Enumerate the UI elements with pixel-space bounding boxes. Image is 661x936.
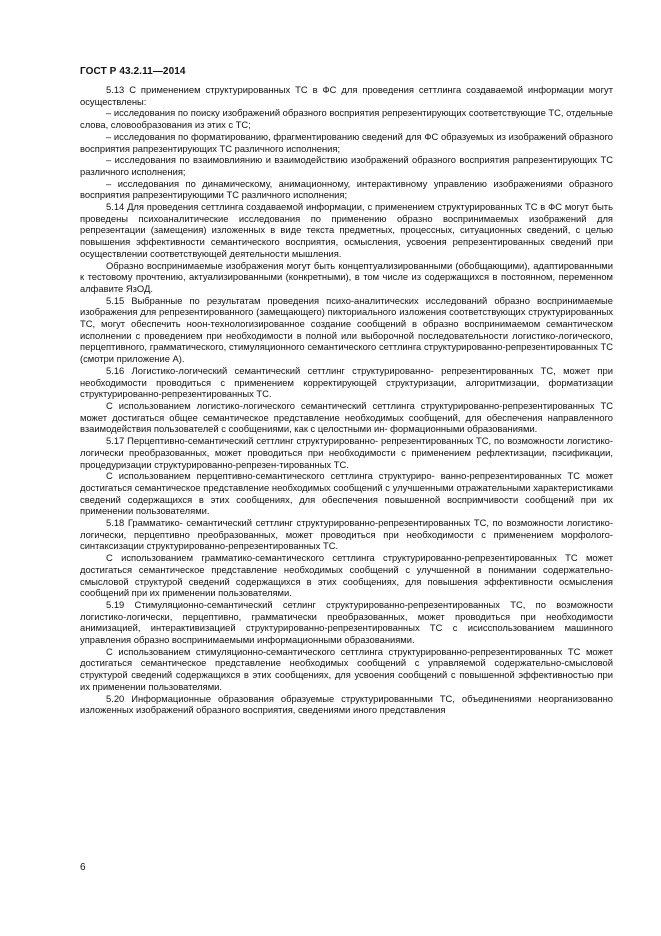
paragraph-5-14: 5.14 Для проведения сеттлинга создаваемой информации, с применением структурированных ТС в ФС могут быть проведены психоаналитические исследования по применению образно воспринимаемых изображений для репрезентации (замещения) изложенных в виде текста предметных, процессных, ситуационных сведений, с целью повышения эффективности семантического восприятия, осмысления, усвоения репрезентированных сведений при осуществлении соответствующей деятельности мышления. [80, 201, 613, 259]
paragraph-images: Образно воспринимаемые изображения могут быть концептуализированными (обобщающими), адаптированными к тестовому прочтению, актуализированными (конкретными), в том числе из содержащихся в постоянном, переменном алфавите ЯзОД. [80, 259, 613, 294]
page-number: 6 [80, 862, 86, 873]
paragraph-5-17: 5.17 Перцептивно-семантический сеттлинг структурированно- репрезентированных ТС, по возможности логистико-логически преобразованных, может проводиться при необходимости с применением рефлектизации, пэсификации, процедуризации структурированно-репрезен-тированных ТС. [80, 435, 613, 470]
paragraph-5-13: 5.13 С применением структурированных ТС в ФС для проведения сеттлинга создаваемой информации могут осуществлены: [80, 84, 613, 107]
paragraph-5-18: 5.18 Грамматико- семантический сеттлинг структурированно-репрезентированных ТС, по возможности логистико-логически, перцептивно преобразованных, может проводиться при необходимости с применением морфолого-синтаксизации структурированно-репрезентированных ТС. [80, 517, 613, 552]
document-header-code: ГОСТ Р 43.2.11—2014 [80, 66, 186, 77]
paragraph-5-15: 5.15 Выбранные по результатам проведения психо-аналитических исследований образно воспринимаемые изображения для репрезентированного (замещающего) пикториального изложения соответствующих структурированных ТС, могут обеспечить ноон-технологизированное создание сообщений в образно воспринимаемом семантическом исполнении с проведением при необходимости в полной или выборочной последовательности логистико-логического, перцептивного, грамматического, стимуляционного семантического сеттлинга структурированно-репрезентированных ТС (смотри приложение А). [80, 294, 613, 365]
list-item-search: – исследования по поиску изображений образного восприятия репрезентирующих соответствующие ТС, отдельные слова, словообразования из этих с ТС; [80, 107, 613, 131]
list-item-formatting: – исследования по форматированию, фрагментированию сведений для ФС образуемых из изображений образного восприятия рапрезентирующих ТС различного исполнения; [80, 130, 613, 154]
list-item-interaction: – исследования по взаимовлиянию и взаимодействию изображений образного восприятия рапрезентирующих ТС различного исполнения; [80, 154, 613, 177]
paragraph-5-16: 5.16 Логистико-логический семантический сеттлинг структурированно- репрезентированных ТС, может при необходимости проводиться с применением корректирующей структуризации, алгоритмизации, форматизации структурированно-репрезентированных ТС. [80, 364, 613, 400]
paragraph-5-18-usage: С использованием грамматико-семантического сеттлинга структурированно-репрезентированных ТС может достигаться семантическое представление необходимых сообщений с улучшенной в понимании содержательно-смысловой структурой сведений содержащихся в этих сообщениях, для повышения эффективности осмысления сообщений при их применении пользователями. [80, 552, 613, 599]
paragraph-5-19: 5.19 Стимуляционно-семантический сетлинг структурированно-репрезентированных ТС, по возможности логистико-логически, перцептивно, грамматически преобразованных, может проводиться при необходимости анимизацией, интерактивизацией структурированно-репрезентированных ТС с исисспользованием машинного управления образно воспринимаемыми информационными образованиями. [80, 598, 613, 646]
paragraph-5-20: 5.20 Информационные образования образуемые структурированными ТС, объединениями неорганизованно изложенных изображений образного восприятия, сведениями иного представления [80, 692, 613, 716]
list-item-dynamic: – исследования по динамическому, анимационному, интерактивному управлению изображениями образного восприятия рапрезентирующими ТС различного исполнения; [80, 177, 613, 201]
document-body [80, 84, 613, 716]
paragraph-5-16-usage: С использованием логистико-логического семантический сеттлинга структурированно-репрезентированных ТС может достигаться общее семантическое представление необходимых сообщений, для обеспечения направленного взаимодействия пользователей с сообщениями, как с целостными ин- формационными образованиями. [80, 399, 613, 435]
paragraph-5-19-usage: С использованием стимуляционно-семантического сеттлинга структурированно-репрезентированных ТС может достигаться семантическое представление необходимых сообщений с управляемой содержательно-смысловой структурой сведений содержащихся в этих сообщениях, для усвоения сообщений с повышенной эффективностью при их применении пользователями. [80, 645, 613, 692]
paragraph-5-17-usage: С использованием перцептивно-семантического сеттлинга структуриро- ванно-репрезентированных ТС может достигаться семантическое представление необходимых сообщений с улучшенными отражательными характеристиками сведений содержащихся в этих сообщениях, для обеспечения повышенной воспримчивости сообщений при их применении пользователями. [80, 470, 613, 517]
